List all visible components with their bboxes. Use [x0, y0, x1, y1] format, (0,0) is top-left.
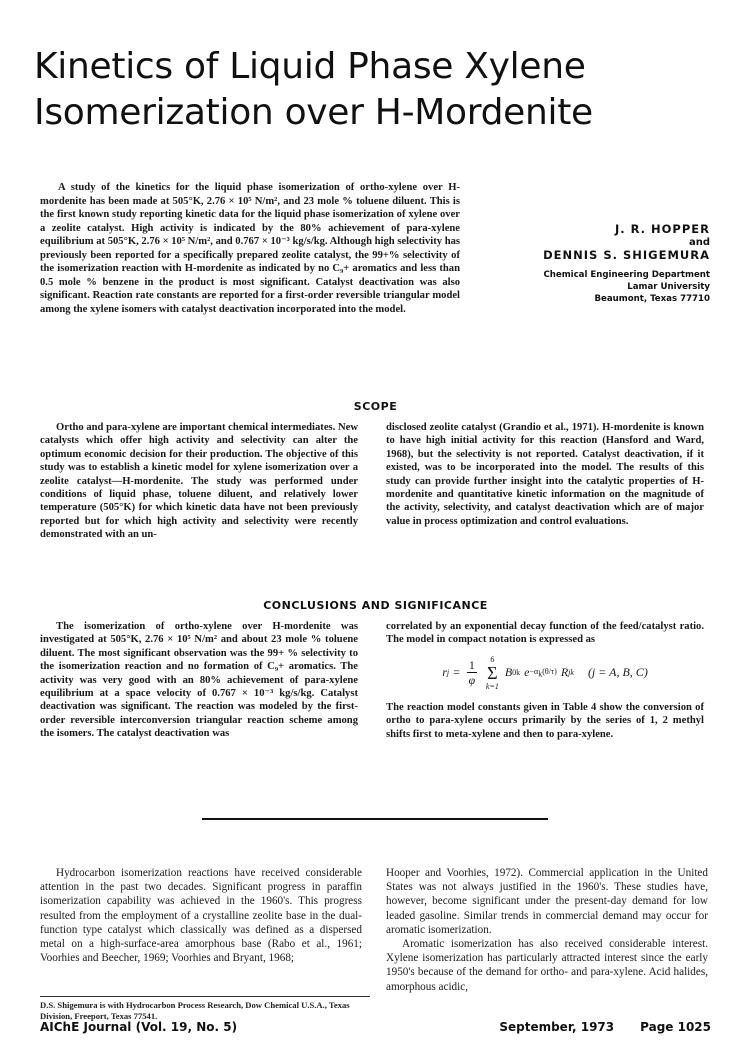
footnote-rule: [40, 996, 370, 997]
formula-exponent-sub: k: [538, 669, 543, 679]
formula-fraction-numerator: 1: [468, 658, 475, 673]
footnote: D.S. Shigemura is with Hydrocarbon Process Research, Dow Chemical U.S.A., Texas Division, Freeport, Texas 77541.: [40, 1000, 350, 1021]
formula-exponent-tail: (θ/τ): [542, 666, 557, 676]
scope-heading: SCOPE: [353, 400, 398, 413]
formula-term-r-sub: jk: [568, 668, 574, 678]
article-title: [34, 44, 724, 136]
abstract: [40, 181, 460, 316]
footer-right: [499, 1020, 711, 1034]
title-line-1: Kinetics of Liquid Phase Xylene: [34, 46, 586, 87]
issue-date: September, 1973: [499, 1020, 615, 1034]
formula-exp-base: e: [524, 665, 530, 680]
formula-term-b: B: [504, 665, 513, 680]
scope-text-right: disclosed zeolite catalyst (Grandio et al., 1971). H-mordenite is known to have high initial activity for this reaction (Hansford and Ward, 1968), but the selectivity is not reported. Catalyst deactivation, if it existed, was to be incorporated into the model. The results of this study can provide further insight into the catalytic properties of H-mordenite and quantitative kinetic information on the magnitude of the activity, selectivity, and catalyst deactivation which are of major value in process optimization and control evaluations.: [386, 422, 704, 527]
conclusions-column-right: [386, 620, 704, 741]
rate-equation: [386, 655, 704, 691]
formula-lhs-sub: j: [446, 668, 450, 678]
formula-summation: [486, 655, 499, 691]
formula-fraction-denominator: φ: [468, 673, 476, 688]
conclusions-column-left: [40, 620, 358, 741]
affiliation: [470, 269, 710, 305]
scope-column-left: [40, 421, 358, 542]
sigma-symbol: Σ: [487, 662, 498, 683]
body-column-right: [386, 866, 708, 994]
scope-text-left: Ortho and para-xylene are important chemical intermediates. New catalysts which offer high activity and selectivity can alter the optimum economic decision for their production. The objective of this study was to establish a kinetic model for xylene isomerization over a zeolite catalyst—H-mordenite. The study was performed under conditions of liquid phase, toluene diluent, and relatively lower temperature (505°K) for which kinetic data have not been previously reported but for which high activity and selectivity were recently demonstrated with an un-: [40, 422, 358, 541]
author-block: [470, 222, 710, 305]
title-line-2: Isomerization over H-Mordenite: [34, 92, 593, 133]
formula-sum-lower: k=1: [485, 681, 499, 691]
section-divider: [202, 818, 548, 820]
formula-lhs: r: [442, 665, 447, 680]
formula-equals: =: [453, 665, 460, 680]
author-conjunction: and: [688, 237, 710, 248]
affiliation-location: Beaumont, Texas 77710: [594, 294, 710, 304]
conclusions-text-right-after: The reaction model constants given in Table 4 show the conversion of ortho to para-xylene occurs primarily by the series of 1, 2 methyl shifts first to meta-xylene and then to para-xylene.: [386, 701, 704, 740]
abstract-text: A study of the kinetics for the liquid phase isomerization of ortho-xylene over H-mordenite has been made at 505°K, 2.76 × 10⁵ N/m², and 23 mole % toluene diluent. This is the first known study reporting kinetic data for the liquid phase isomerization of xylene over a zeolite catalyst. High activity is indicated by the 80% achievement of para-xylene equilibrium at 505°K, 2.76 × 10⁵ N/m², and 0.767 × 10⁻³ kg/s/kg. Although high selectivity has previously been reported for a specifically prepared zeolite catalyst, the 99+% selectivity of the isomerization reaction with H-mordenite as indicated by no C₉+ aromatics and less than 0.5 mole % benzene in the product is most significant. Catalyst deactivation was also significant. Reaction rate constants are reported for a first-order reversible triangular model among the xylene isomers with catalyst deactivation incorporated into the model.: [40, 182, 460, 315]
formula-fraction: [467, 658, 477, 687]
formula-term-b-sub: 0k: [512, 668, 521, 678]
formula-exponent-text: −α: [529, 666, 539, 676]
author-1: J. R. HOPPER: [614, 222, 710, 236]
page-number: Page 1025: [640, 1020, 711, 1034]
conclusions-text-left: The isomerization of ortho-xylene over H-mordenite was investigated at 505°K, 2.76 × 10⁵ N/m² and about 23 mole % toluene diluent. The most significant observation was the 99+ % selectivity to the isomerization reaction and no formation of C₉+ aromatics. The activity was very good with an 80% achievement of para-xylene equilibrium at a space velocity of 0.767 × 10⁻³ kg/s/kg. Catalyst deactivation was significant. The reaction was modeled by the first-order reversible interconversion triangular reaction scheme among the isomers. The catalyst deactivation was: [40, 621, 358, 740]
journal-citation: AIChE Journal (Vol. 19, No. 5): [40, 1020, 238, 1034]
body-paragraph-3: Aromatic isomerization has also received considerable interest. Xylene isomerization has particularly attracted interest since the early 1950's because of the demand for ortho- and para-xylene. Acid halides, amorphous acidic,: [386, 938, 708, 993]
formula-term-r: R: [560, 665, 569, 680]
formula-condition: (j = A, B, C): [587, 665, 648, 680]
formula-exponent: [530, 665, 557, 681]
affiliation-department: Chemical Engineering Department: [543, 270, 710, 280]
body-column-left: [40, 866, 362, 965]
body-paragraph-1: Hydrocarbon isomerization reactions have received considerable attention in the past two decades. Significant progress in paraffin isomerization capability was achieved in the 1960's. This progress resulted from the employment of a crystalline zeolite base in the dual-function type catalyst which classically was defined as a dispersed metal on a high-surface-area amorphous base (Rabo et al., 1961; Voorhies and Beecher, 1969; Voorhies and Bryant, 1968;: [40, 867, 362, 965]
scope-column-right: [386, 421, 704, 528]
author-2: DENNIS S. SHIGEMURA: [543, 248, 710, 262]
formula-sum-upper: 6: [490, 654, 495, 664]
conclusions-text-right-before: correlated by an exponential decay function of the feed/catalyst ratio. The model in compact notation is expressed as: [386, 621, 704, 646]
affiliation-university: Lamar University: [627, 282, 710, 292]
body-paragraph-2: Hooper and Voorhies, 1972). Commercial application in the United States was not always justified in the 1960's. These studies have, however, become significant under the present-day demand for low leaded gasoline. Similar trends in commercial demand may occur for aromatic isomerization.: [386, 867, 708, 936]
conclusions-heading: CONCLUSIONS AND SIGNIFICANCE: [263, 599, 488, 612]
